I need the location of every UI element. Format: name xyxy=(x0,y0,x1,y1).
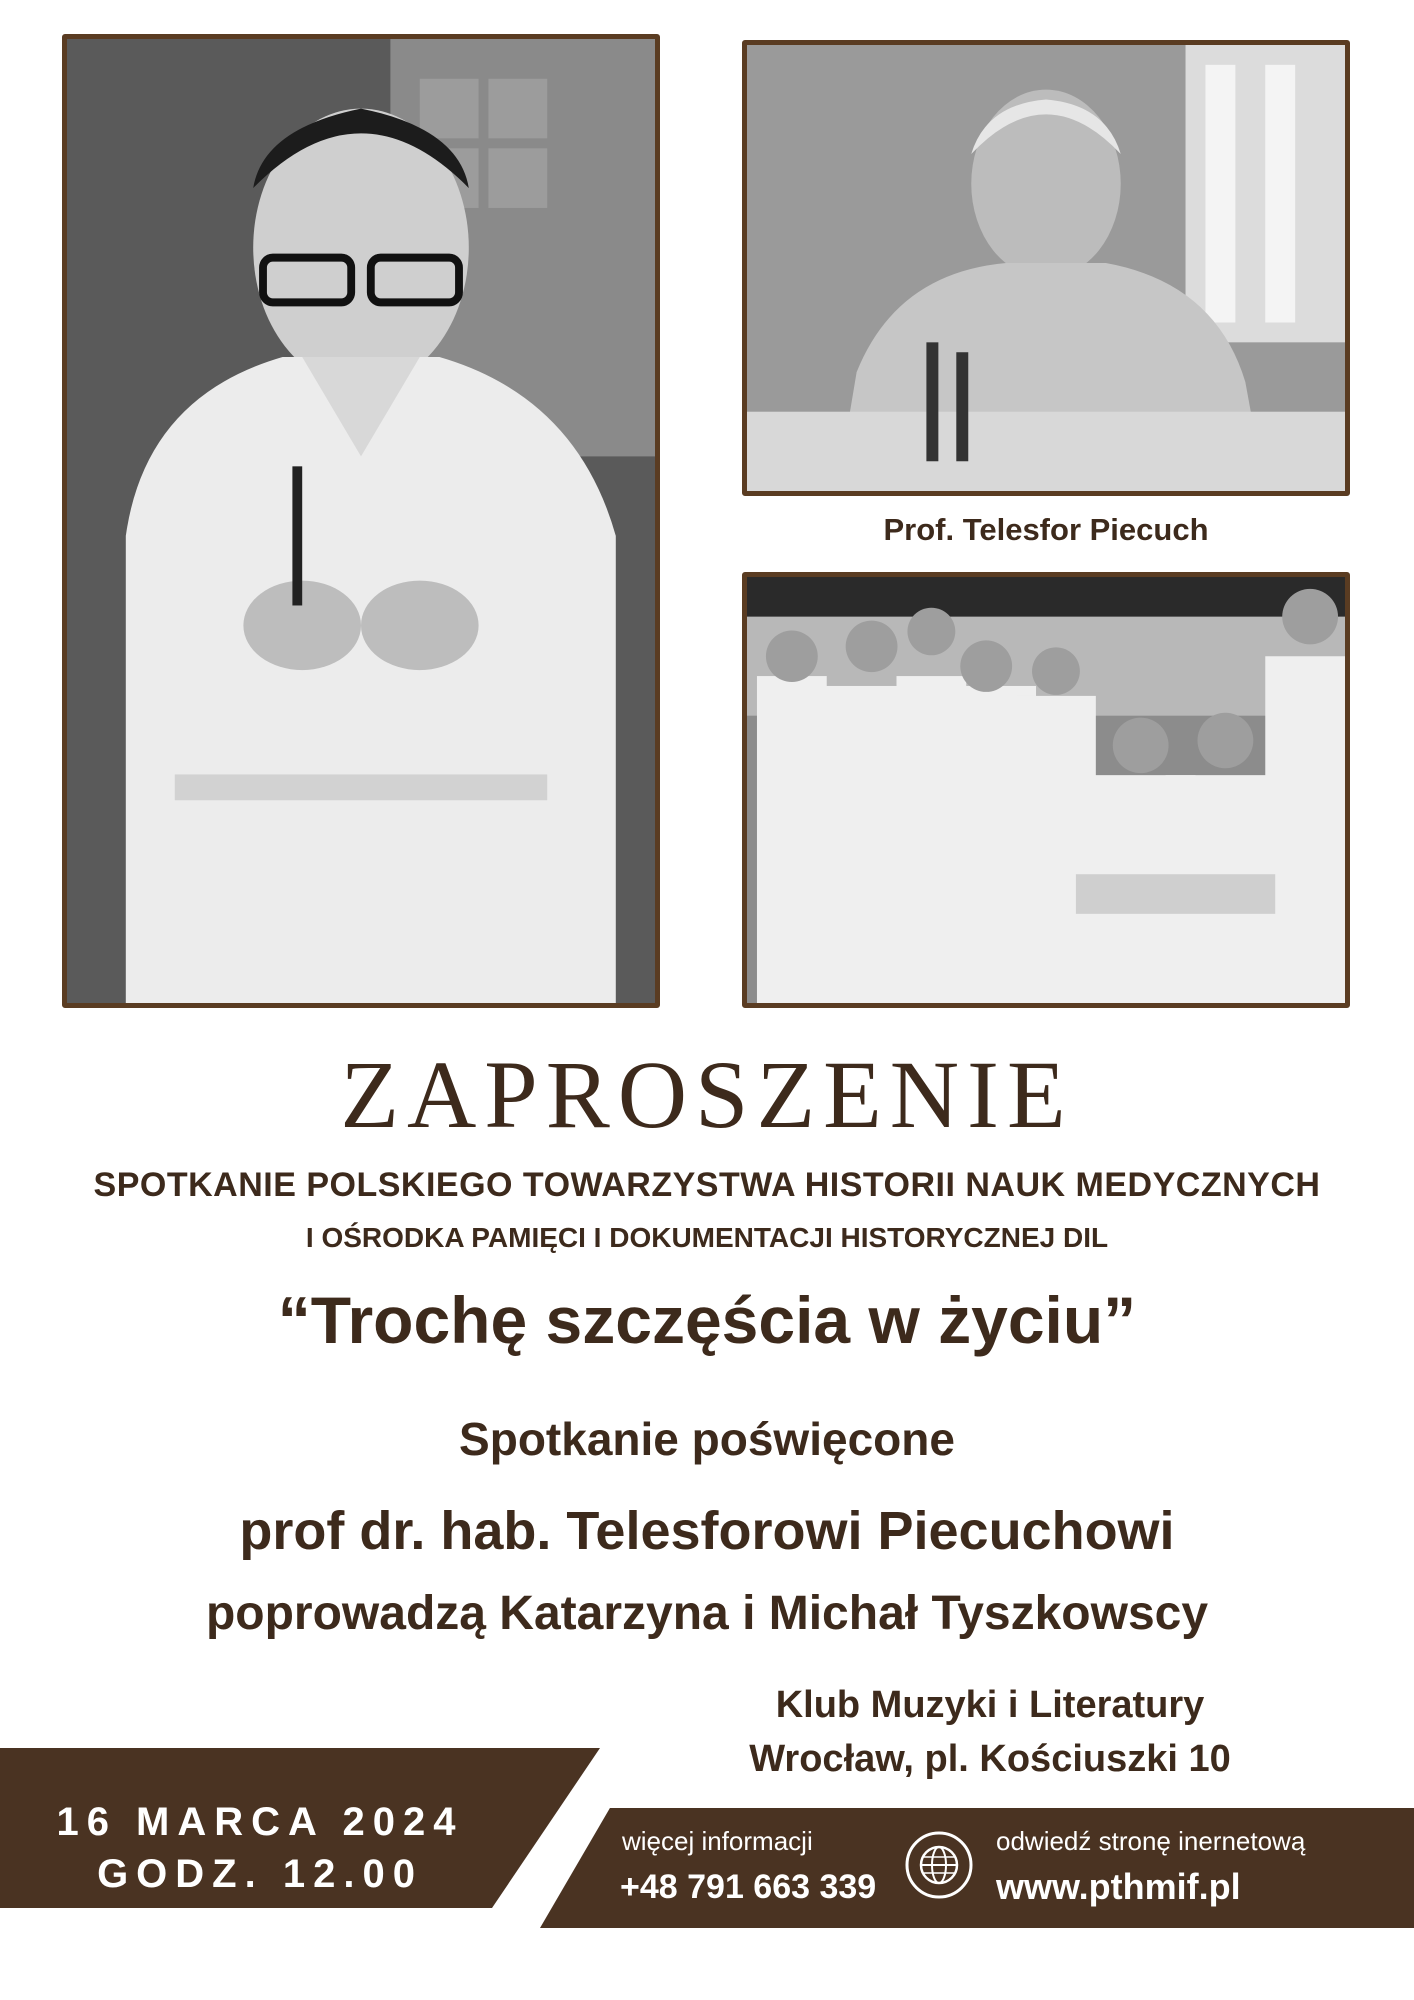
hosts-text: poprowadzą Katarzyna i Michał Tyszkowscy xyxy=(205,1587,1209,1640)
photo-professor-desk xyxy=(742,40,1350,496)
contact-phone[interactable]: +48 791 663 339 xyxy=(620,1868,877,1906)
invitation-title: ZAPROSZENIE xyxy=(340,1041,1074,1148)
venue-name: Klub Muzyki i Literatury xyxy=(775,1684,1205,1726)
globe-icon xyxy=(904,1830,974,1900)
event-title: “Trochę szczęścia w życiu” xyxy=(277,1283,1137,1357)
photo-group-doctors xyxy=(742,572,1350,1008)
website-label: odwiedź stronę inernetową xyxy=(996,1826,1306,1856)
organizers-line-1: SPOTKANIE POLSKIEGO TOWARZYSTWA HISTORII NAUK MEDYCZNYCH xyxy=(93,1166,1321,1204)
website-link[interactable]: www.pthmif.pl xyxy=(996,1866,1241,1907)
dedication-text: Spotkanie poświęcone xyxy=(459,1413,955,1465)
photo-portrait-main xyxy=(62,34,660,1008)
photo-caption: Prof. Telesfor Piecuch xyxy=(883,512,1209,547)
info-label: więcej informacji xyxy=(622,1826,813,1856)
venue-address: Wrocław, pl. Kościuszki 10 xyxy=(749,1738,1231,1780)
organizers-line-2: I OŚRODKA PAMIĘCI I DOKUMENTACJI HISTORYCZNEJ DIL xyxy=(305,1222,1109,1253)
event-date: 16 MARCA 2024 xyxy=(56,1800,464,1844)
honoree-name: prof dr. hab. Telesforowi Piecuchowi xyxy=(239,1501,1175,1561)
event-time: GODZ. 12.00 xyxy=(97,1852,423,1896)
